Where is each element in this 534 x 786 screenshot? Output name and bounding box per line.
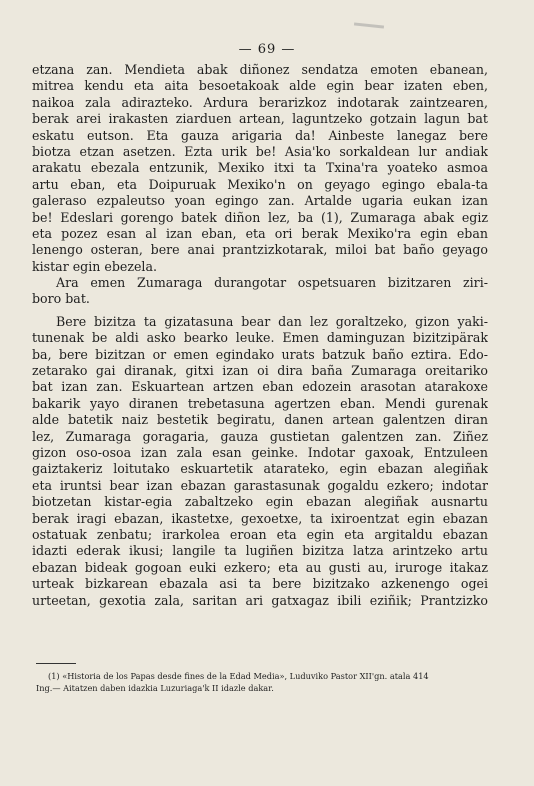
text-line: Ara emen Zumaraga durangotar ospetsuaren bizitzaren ziri- [56,275,488,291]
text-line: artu eban, eta Doipuruak Mexiko'n on geyago egingo ebala-ta [32,176,488,192]
text-line: eskatu eutson. Eta gauza arigaria da! Ainbeste lanegaz bere [32,127,488,143]
text-line: etzana zan. Mendieta abak diñonez sendatza emoten ebanean, [32,62,488,77]
text-line: be! Edeslari gorengo batek diñon lez, ba (1), Zumaraga abak egiz [32,209,488,225]
text-line: kistar egin ebezela. [32,258,157,274]
text-line: alde batetik naiz bestetik begiratu, danen artean galentzen diran [32,412,488,428]
text-line: bat izan zan. Eskuartean artzen eban edozein arasotan atarakoxe [32,379,488,395]
footnote-line: Ing.— Aitatzen daben idazkia Luzuriaga'k II idazle dakar. [36,683,274,693]
text-line: ostatuak zenbatu; irarkolea eroan eta egin eta argitaldu ebazan [32,526,488,542]
text-line: Bere bizitza ta gizatasuna bear dan lez goraltzeko, gizon yaki- [56,313,488,329]
text-line: berak iragi ebazan, ikastetxe, gexoetxe, ta ixiroentzat egin ebazan [32,510,488,526]
text-line: ba, bere bizitzan or emen egindako urats batzuk baño eztira. Edo- [32,346,488,362]
text-line: galeraso ezpaleutso yoan egingo zan. Artalde ugaria eukan izan [32,193,488,209]
text-line: zetarako gai diranak, gitxi izan oi dira baña Zumaraga oreitariko [32,363,488,379]
text-line: idazti ederak ikusi; langile ta lugiñen bizitza latza arintzeko artu [32,543,488,559]
paper-mark [354,22,384,28]
text-line: gizon oso-osoa izan zala esan geinke. Indotar gaxoak, Entzuleen [32,444,488,460]
page-number: — 69 — [238,42,296,57]
footnotes [36,670,488,694]
text-line: gaiztakeriz loitutako eskuartetik atarateko, egin ebazan alegiñak [32,461,488,477]
text-line: naikoa zala adirazteko. Ardura berarizkoz indotarak zaintzearen, [32,94,488,110]
text-line: urteak bizkarean ebazala asi ta bere bizitzako azkenengo ogei [32,576,488,592]
text-line: eta iruntsi bear izan ebazan garastasunak gogaldu ezkero; indotar [32,477,488,493]
text-line: eta pozez esan al izan eban, eta ori berak Mexiko'ra egin eban [32,225,488,241]
text-line: urteetan, gexotia zala, saritan ari gatxagaz ibili eziñik; Prantzizko [32,592,488,608]
text-line: tunenak be aldi asko bearko leuke. Emen daminguzan bizitzipärak [32,330,488,346]
text-line: mitrea kendu eta aita besoetakoak alde egin bear izaten eben, [32,78,488,94]
text-line: lez, Zumaraga goragaria, gauza gustietan galentzen zan. Ziñez [32,428,488,444]
footnote-rule [36,663,76,664]
text-line: berak arei irakasten ziarduen artean, laguntzeko gotzain lagun bat [32,111,488,127]
text-line: bakarik yayo diranen trebetasuna agertzen eban. Mendi gurenak [32,395,488,411]
text-line: biotzetan kistar-egia zabaltzeko egin ebazan alegiñak ausnartu [32,494,488,510]
footnote-line: (1) «Historia de los Papas desde fines de la Edad Media», Luduviko Pastor XII'gn. atala 414 [48,671,429,681]
text-line: lenengo osteran, bere anai prantzizkotarak, miloi bat baño geyago [32,242,488,258]
body-text [32,62,488,609]
text-line: arakatu ebezala entzunik, Mexiko itxi ta Txina'ra yoateko asmoa [32,160,488,176]
text-line: ebazan bideak gogoan euki ezkero; eta au gusti au, iruroge itakaz [32,559,488,575]
text-line: biotza etzan asetzen. Ezta urik be! Asia'ko sorkaldean lur andiak [32,143,488,159]
text-line: boro bat. [32,291,90,307]
